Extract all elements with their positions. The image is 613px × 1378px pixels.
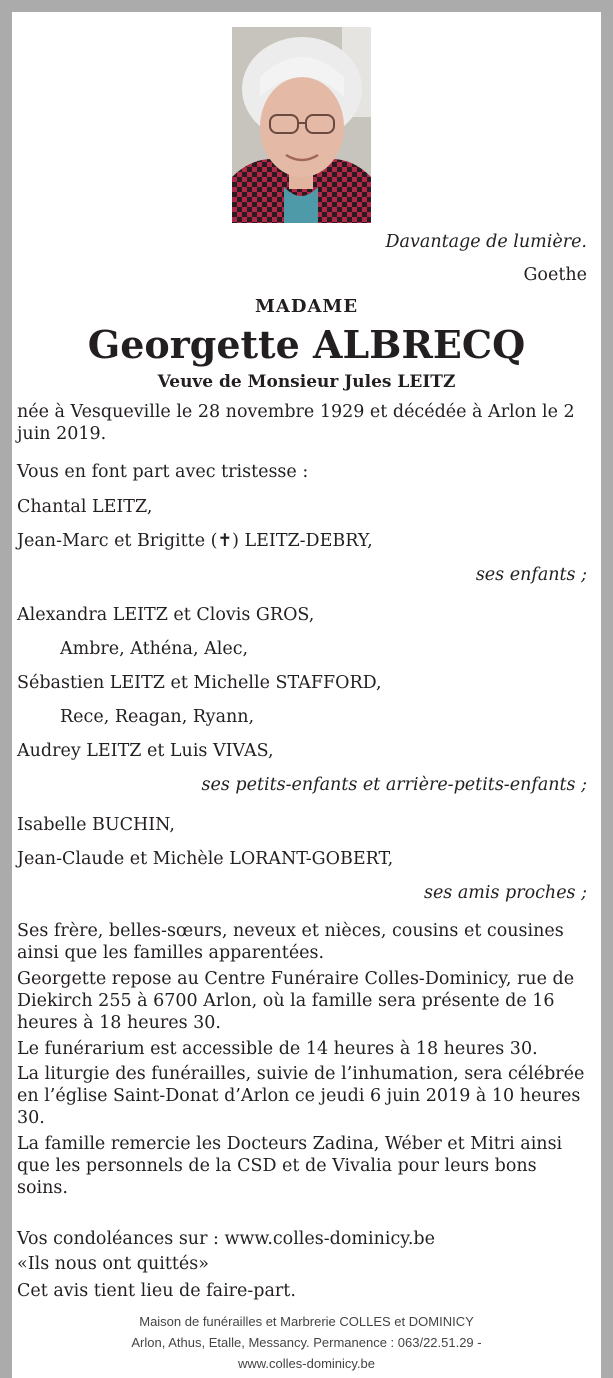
paragraph-notice: Cet avis tient lieu de faire-part. [17,1281,296,1301]
paragraph-quote: «Ils nous ont quittés» [17,1254,209,1274]
portrait-photo-icon [232,27,371,223]
family-line: Chantal LEITZ, [17,497,153,517]
family-line: Ambre, Athéna, Alec, [60,639,249,659]
widow-line: Veuve de Monsieur Jules LEITZ [157,372,456,392]
paragraph-funerarium: Le funérarium est accessible de 14 heures à 18 heures 30. [17,1039,538,1059]
condolences-link[interactable]: Vos condoléances sur : www.colles-dominicy.be [17,1229,435,1249]
family-line: Audrey LEITZ et Luis VIVAS, [17,741,274,761]
family-line: Jean-Marc et Brigitte (✝) LEITZ-DEBRY, [17,531,373,551]
footer-line: Maison de funérailles et Marbrerie COLLES et DOMINICY [139,1314,474,1329]
paragraph-rests: Georgette repose au Centre Funéraire Colles-Dominicy, rue de Diekirch 255 à 6700 Arlon, où la famille sera présente de 16 heures à 18 heures 30. [17,969,575,1033]
paragraph-relatives: Ses frère, belles-sœurs, neveux et nièces, cousins et cousines ainsi que les familles apparentées. [17,921,564,963]
family-line: Alexandra LEITZ et Clovis GROS, [17,605,315,625]
announce-text: Vous en font part avec tristesse : [17,462,309,482]
role-friends: ses amis proches ; [423,883,587,903]
quote-author: Goethe [523,265,587,285]
family-line: Jean-Claude et Michèle LORANT-GOBERT, [17,849,394,869]
family-line: Sébastien LEITZ et Michelle STAFFORD, [17,673,382,693]
footer-line: Arlon, Athus, Etalle, Messancy. Permanence : 063/22.51.29 - [131,1335,482,1350]
obituary-page [12,12,601,1378]
deceased-name: Georgette ALBRECQ [87,322,526,367]
funeral-home-footer [12,1311,601,1374]
paragraph-thanks: La famille remercie les Docteurs Zadina, Wéber et Mitri ainsi que les personnels de la CSD et de Vivalia pour leurs bons soins. [17,1134,563,1198]
role-grandchildren: ses petits-enfants et arrière-petits-enfants ; [201,775,587,795]
footer-website-link[interactable]: www.colles-dominicy.be [237,1356,376,1371]
birth-death-text: née à Vesqueville le 28 novembre 1929 et décédée à Arlon le 2 juin 2019. [17,402,575,444]
family-line: Rece, Reagan, Ryann, [60,707,255,727]
role-children: ses enfants ; [475,565,587,585]
family-line: Isabelle BUCHIN, [17,815,175,835]
portrait-photo [232,27,371,223]
quote-text: Davantage de lumière. [385,232,587,252]
title-madame: MADAME [254,296,359,317]
paragraph-liturgy: La liturgie des funérailles, suivie de l’inhumation, sera célébrée en l’église Saint-Donat d’Arlon ce jeudi 6 juin 2019 à 10 heures 30. [17,1064,585,1128]
